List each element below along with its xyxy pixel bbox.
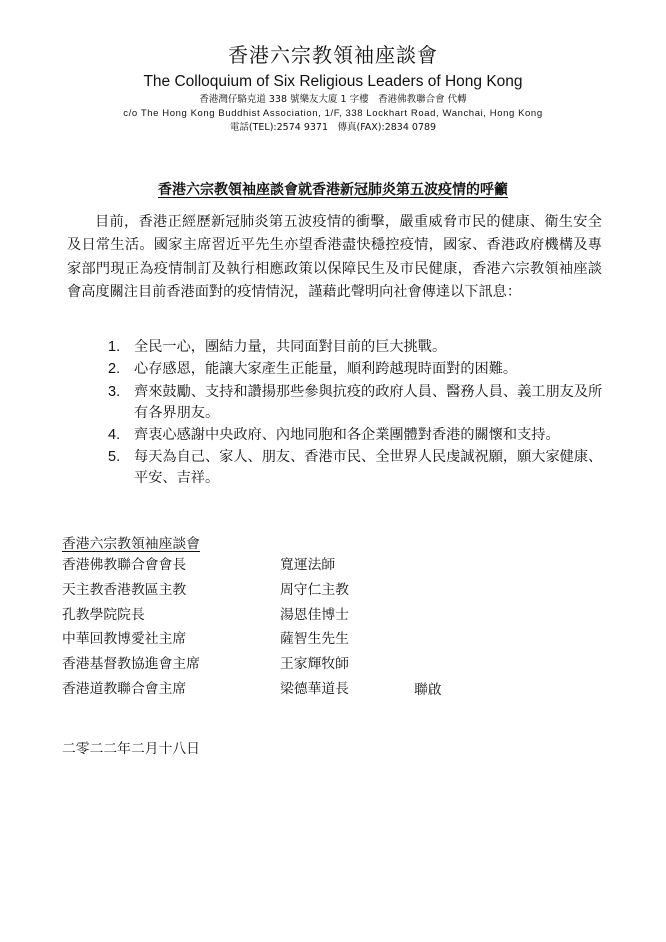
signatory-row (62, 677, 562, 702)
signatory-row (62, 603, 562, 628)
address-chinese: 香港灣仔駱克道 338 號樂友大廈 1 字樓 香港佛教聯合會 代轉 (199, 94, 467, 105)
signatory-row (62, 578, 562, 603)
signatory-title: 中華回教博愛社主席 (62, 631, 187, 648)
statement-title-text: 香港六宗教領袖座談會就香港新冠肺炎第五波疫情的呼籲 (158, 182, 508, 198)
letterhead (0, 42, 666, 135)
message-item (108, 359, 608, 380)
signatory-list (62, 553, 562, 702)
signatory-organization: 香港六宗教領袖座談會 (62, 536, 200, 552)
signatory-title: 香港基督教協進會主席 (62, 656, 200, 673)
address-english: c/o The Hong Kong Buddhist Association, 1/F, 338 Lockhart Road, Wanchai, Hong Kong (123, 108, 543, 119)
message-item (108, 337, 608, 358)
signatory-row (62, 652, 562, 677)
message-text: 每天為自己、家人、朋友、香港市民、全世界人民虔誠祝願，願大家健康、平安、吉祥。 (134, 449, 603, 487)
signatory-name: 寬運法師 (280, 557, 336, 573)
joint-signature-note: 聯啟 (414, 682, 442, 698)
signatory-title: 香港道教聯合會主席 (62, 680, 187, 697)
organization-name-english: The Colloquium of Six Religious Leaders of Hong Kong (143, 73, 523, 90)
message-text: 全民一心，團結力量，共同面對目前的巨大挑戰。 (134, 339, 447, 355)
message-item (108, 425, 608, 446)
signatory-name: 薩智生先生 (280, 631, 349, 648)
message-text: 心存感恩，能讓大家產生正能量，順利跨越現時面對的困難。 (134, 361, 518, 378)
message-number: 1. (108, 339, 121, 355)
signatory-name: 梁德華道長 (280, 680, 349, 697)
signatory-name: 周守仁主教 (280, 581, 349, 598)
signatory-title: 香港佛教聯合會會長 (62, 557, 187, 573)
message-text: 齊衷心感謝中央政府、內地同胞和各企業團體對香港的關懷和支持。 (134, 426, 560, 443)
contact-numbers: 電話(TEL):2574 9371 傳真(FAX):2834 0789 (229, 122, 437, 133)
signatory-title: 孔教學院院長 (62, 606, 145, 623)
statement-title (0, 181, 666, 199)
message-text: 齊來鼓勵、支持和讚揚那些參與抗疫的政府人員、醫務人員、義工朋友及所有各界朋友。 (134, 383, 603, 421)
message-item (108, 382, 608, 424)
statement-intro: 目前，香港正經歷新冠肺炎第五波疫情的衝擊，嚴重威脅市民的健康、衛生安全及日常生活。國家主席習近平先生亦望香港盡快穩控疫情，國家、香港政府機構及專家部門現正為疫情制訂及執行相應政策以保障民生及市民健康，香港六宗教領袖座談會高度關注目前香港面對的疫情情況，謹藉此聲明向社會傳達以下訊息： (67, 214, 602, 301)
signatory-name: 湯恩佳博士 (280, 606, 349, 623)
message-number: 3. (108, 383, 121, 400)
message-number: 4. (108, 426, 121, 443)
message-item (108, 447, 608, 489)
message-number: 5. (108, 449, 121, 466)
signatory-title: 天主教香港教區主教 (62, 581, 187, 598)
message-list (108, 337, 608, 491)
signatory-row (62, 627, 562, 652)
signatory-name: 王家輝牧師 (280, 656, 349, 673)
organization-name-chinese: 香港六宗教領袖座談會 (228, 43, 438, 67)
message-number: 2. (108, 361, 121, 378)
statement-date: 二零二二年二月十八日 (62, 741, 200, 757)
signatory-row (62, 553, 562, 578)
